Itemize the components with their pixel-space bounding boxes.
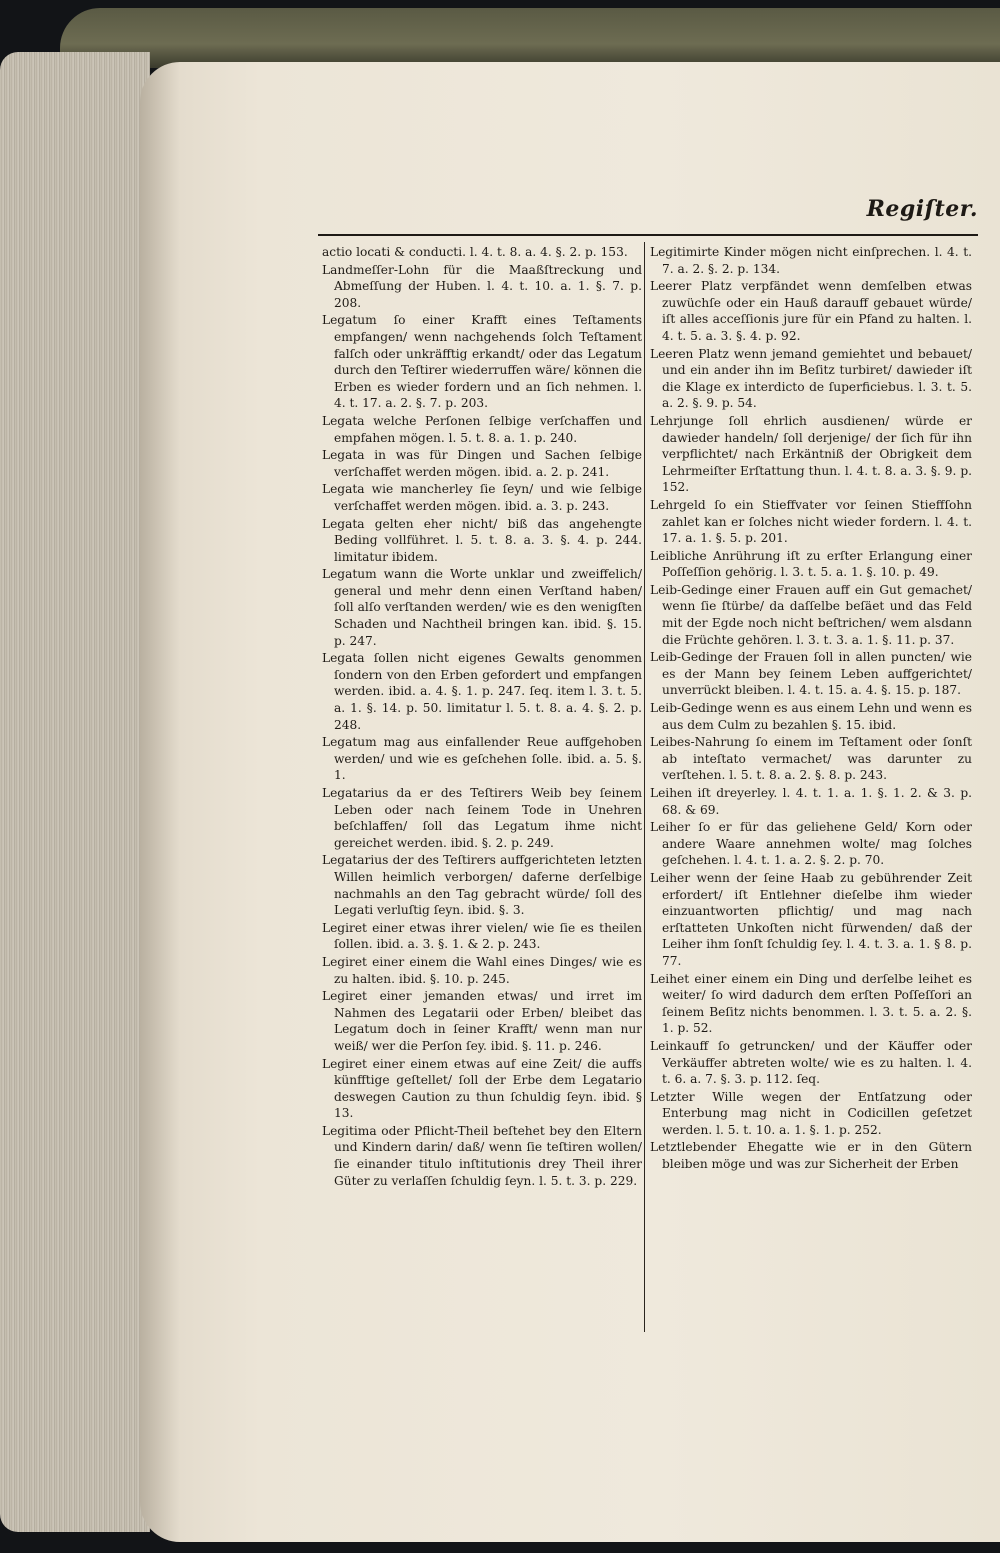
- running-header: Regiſter.: [866, 196, 978, 222]
- index-entry: Leinkauff ſo getruncken/ und der Käuffer oder Verkäuffer abtreten wolte/ wie es zu halten. l. 4. t. 6. a. 7. §. 3. p. 112. ſeq.: [650, 1038, 972, 1087]
- index-entry: actio locati & conducti. l. 4. t. 8. a. 4. §. 2. p. 153.: [322, 245, 628, 259]
- index-entry: Landmeſſer-Lohn für die Maaßſtreckung und Abmeſſung der Huben. l. 4. t. 10. a. 1. §. 7. p. 208.: [322, 262, 642, 310]
- index-entry: Leeren Platz wenn jemand gemiehtet und bebauet/ und ein ander ihn im Beſitz turbiret/ dawieder iſt die Klage ex interdicto de ſuperficiebus. l. 3. t. 5. a. 2. §. 9. p. 54.: [650, 346, 972, 411]
- text-block: [318, 190, 978, 1360]
- index-entry: Legata welche Perſonen ſelbige verſchaffen und empfahen mögen. l. 5. t. 8. a. 1. p. 240.: [322, 413, 642, 445]
- right-column: [650, 244, 972, 1174]
- index-entry: Leibliche Anrührung iſt zu erſter Erlangung einer Poſſeſſion gehörig. l. 3. t. 5. a. 1. §. 10. p. 49.: [650, 548, 972, 580]
- index-entry: Legiret einer jemanden etwas/ und irret im Nahmen des Legatarii oder Erben/ bleibet das Legatum doch in ſeiner Krafft/ wenn man nur weiß/ wer die Perſon ſey. ibid. §. 11. p. 246.: [322, 989, 642, 1053]
- index-entry: Leibes-Nahrung ſo einem im Teſtament oder ſonſt ab inteſtato vermachet/ was darunter zu verſtehen. l. 5. t. 8. a. 2. §. 8. p. 243.: [650, 735, 972, 783]
- index-entry: Leihet einer einem ein Ding und derſelbe leihet es weiter/ ſo wird dadurch dem erſten Poſſeſſori an ſeinem Beſitz nichts benommen. l. 3. t. 5. a. 2. §. 1. p. 52.: [650, 971, 972, 1036]
- index-entry: Legatarius da er des Teſtirers Weib bey ſeinem Leben oder nach ſeinem Tode in Unehren beſchlaffen/ ſoll das Legatum ihme nicht gereichet werden. ibid. §. 2. p. 249.: [322, 786, 642, 850]
- index-entry: Legata gelten eher nicht/ biß das angehengte Beding vollführet. l. 5. t. 8. a. 3. §. 4. p. 244. limitatur ibidem.: [322, 516, 642, 564]
- index-entry: Letztlebender Ehegatte wie er in den Gütern bleiben möge und was zur Sicherheit der Erben: [650, 1140, 972, 1172]
- index-entry: Legiret einer einem etwas auf eine Zeit/ die auffs künfftige geſtellet/ ſoll der Erbe dem Legatario deswegen Caution zu thun ſchuldig ſeyn. ibid. § 13.: [322, 1056, 642, 1121]
- index-entry: Leib-Gedinge der Frauen ſoll in allen puncten/ wie es der Mann bey ſeinem Leben auffgerichtet/ unverrückt bleiben. l. 4. t. 15. a. 4. §. 15. p. 187.: [650, 650, 972, 698]
- index-entry: Legata in was für Dingen und Sachen ſelbige verſchaffet werden mögen. ibid. a. 2. p. 241.: [322, 448, 642, 479]
- index-entry: Legiret einer einem die Wahl eines Dinges/ wie es zu halten. ibid. §. 10. p. 245.: [322, 954, 642, 986]
- index-entry: Lehrgeld ſo ein Stieffvater vor ſeinen Stieffſohn zahlet kan er ſolches nicht wieder fordern. l. 4. t. 17. a. 1. §. 5. p. 201.: [650, 497, 972, 546]
- column-divider: [644, 242, 645, 1332]
- index-entry: Leib-Gedinge wenn es aus einem Lehn und wenn es aus dem Culm zu bezahlen §. 15. ibid.: [650, 701, 972, 732]
- index-entry: Leerer Platz verpfändet wenn demſelben etwas zuwüchſe oder ein Hauß darauff gebauet würde/ iſt alles acceſſionis jure für ein Pfand zu halten. l. 4. t. 5. a. 3. §. 4. p. 92.: [650, 279, 972, 343]
- left-column: [322, 244, 642, 1190]
- index-entry: Legata wie mancherley ſie ſeyn/ und wie ſelbige verſchaffet werden mögen. ibid. a. 3. p. 243.: [322, 482, 642, 513]
- index-entry: Lehrjunge ſoll ehrlich ausdienen/ würde er dawieder handeln/ ſoll derjenige/ der ſich für ihn verpflichtet/ nach Erkäntniß der Obrigkeit dem Lehrmeiſter Erſtattung thun. l. 4. t. 8. a. 3. §. 9. p. 152.: [650, 413, 972, 495]
- book-cover-top: [60, 8, 1000, 68]
- index-entry: Leiher wenn der ſeine Haab zu gebührender Zeit erfordert/ iſt Entlehner dieſelbe ihm wieder einzuantworten pflichtig/ und mag nach erſtatteten Unkoſten nicht fürwenden/ daß der Leiher ihm ſonſt ſchuldig ſey. l. 4. t. 3. a. 1. § 8. p. 77.: [650, 870, 972, 968]
- index-entry: Legata ſollen nicht eigenes Gewalts genommen ſondern von den Erben gefordert und empfangen werden. ibid. a. 4. §. 1. p. 247. ſeq. item l. 3. t. 5. a. 1. §. 14. p. 50. limitatur l. 5. t. 8. a. 4. §. 2. p. 248.: [322, 651, 642, 732]
- index-entry: Legitimirte Kinder mögen nicht einſprechen. l. 4. t. 7. a. 2. §. 2. p. 134.: [650, 245, 972, 276]
- index-entry: Legatarius der des Teſtirers auffgerichteten letzten Willen heimlich verborgen/ daferne derſelbige nachmahls an den Tag gebracht würde/ ſoll des Legati verluſtig ſeyn. ibid. §. 3.: [322, 853, 642, 918]
- index-entry: Legitima oder Pflicht-Theil beſtehet bey den Eltern und Kindern darin/ daß/ wenn ſie teſtiren wollen/ ſie einander titulo inſtitutionis drey Theil ihrer Güter zu verlaſſen ſchuldig ſeyn. l. 5. t. 3. p. 229.: [322, 1123, 642, 1188]
- book-page-edges: [0, 52, 150, 1532]
- index-entry: Legatum ſo einer Krafft eines Teſtaments empfangen/ wenn nachgehends ſolch Teſtament falſch oder unkräfftig erkandt/ oder das Legatum durch den Teſtirer wiederruffen wäre/ können die Erben es wieder fordern und an ſich nehmen. l. 4. t. 17. a. 2. §. 7. p. 203.: [322, 313, 642, 411]
- index-entry: Leiher ſo er für das geliehene Geld/ Korn oder andere Waare annehmen wolte/ mag ſolches geſchehen. l. 4. t. 1. a. 2. §. 2. p. 70.: [650, 820, 972, 868]
- index-entry: Legatum mag aus einfallender Reue auffgehoben werden/ und wie es geſchehen ſolle. ibid. a. 5. §. 1.: [322, 735, 642, 783]
- header-rule: [318, 234, 978, 236]
- index-entry: Leihen iſt dreyerley. l. 4. t. 1. a. 1. §. 1. 2. & 3. p. 68. & 69.: [650, 786, 972, 817]
- index-entry: Legiret einer etwas ihrer vielen/ wie ſie es theilen ſollen. ibid. a. 3. §. 1. & 2. p. 243.: [322, 920, 642, 952]
- index-entry: Letzter Wille wegen der Entſatzung oder Enterbung mag nicht in Codicillen geſetzet werden. l. 5. t. 10. a. 1. §. 1. p. 252.: [650, 1089, 972, 1137]
- index-entry: Leib-Gedinge einer Frauen auff ein Gut gemachet/ wenn ſie ſtürbe/ da daſſelbe beſäet und das Feld mit der Egde noch nicht beſtrichen/ wem alsdann die Früchte gehören. l. 3. t. 3. a. 1. §. 11. p. 37.: [650, 582, 972, 647]
- index-entry: Legatum wann die Worte unklar und zweiffelich/ general und mehr denn einen Verſtand haben/ ſoll alſo verſtanden werden/ wie es den wenigſten Schaden und Nachtheil bringen kan. ibid. §. 15. p. 247.: [322, 567, 642, 648]
